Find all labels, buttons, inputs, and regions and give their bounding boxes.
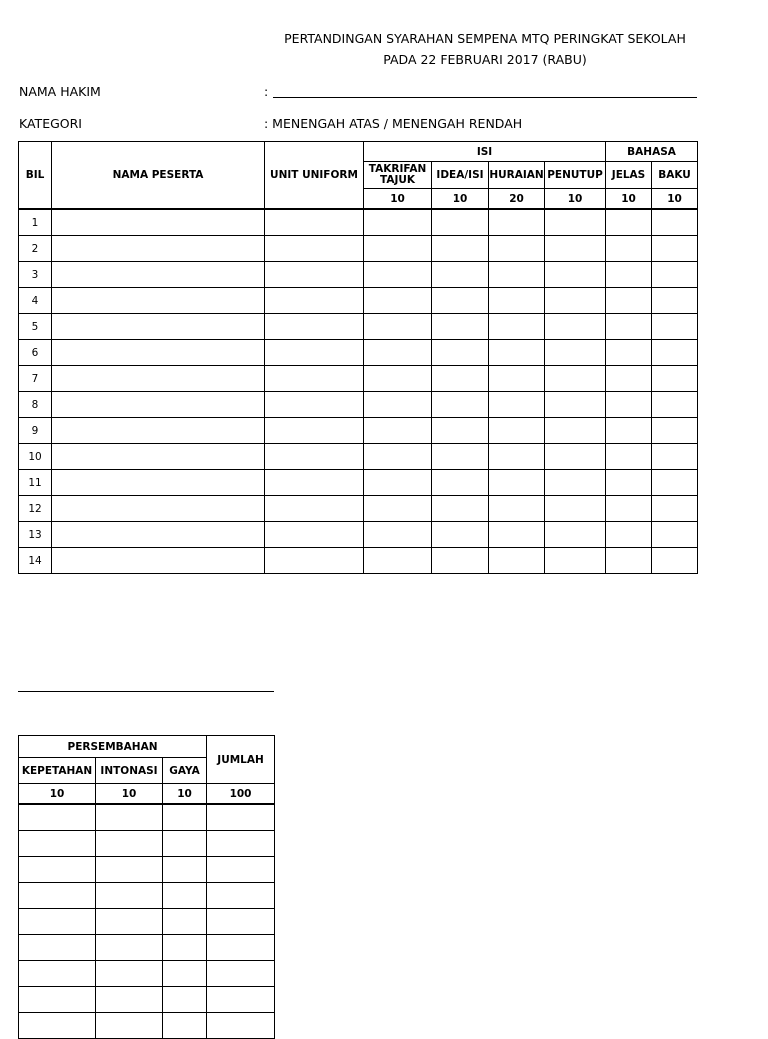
score-cell[interactable] — [207, 1013, 275, 1039]
score-cell[interactable] — [96, 831, 163, 857]
score-cell[interactable] — [545, 340, 606, 366]
score-cell[interactable] — [652, 262, 698, 288]
judge-name-line — [273, 97, 697, 98]
score-cell[interactable] — [19, 987, 96, 1013]
score-cell[interactable] — [19, 857, 96, 883]
col-baku: BAKU — [652, 162, 698, 189]
score-cell[interactable] — [489, 444, 545, 470]
score-cell[interactable] — [163, 961, 207, 987]
col-jumlah: JUMLAH — [207, 736, 275, 784]
score-cell[interactable] — [96, 909, 163, 935]
table-row — [19, 288, 698, 314]
table-row — [19, 548, 698, 574]
score-cell[interactable] — [652, 522, 698, 548]
score-cell[interactable] — [606, 314, 652, 340]
score-cell[interactable] — [432, 236, 489, 262]
score-cell[interactable] — [489, 470, 545, 496]
score-cell[interactable] — [545, 522, 606, 548]
score-cell[interactable] — [163, 831, 207, 857]
score-cell[interactable] — [207, 804, 275, 831]
mark-idea: 10 — [432, 189, 489, 210]
score-cell[interactable] — [364, 262, 432, 288]
score-cell[interactable] — [19, 883, 96, 909]
score-cell[interactable] — [545, 392, 606, 418]
table-row — [19, 366, 698, 392]
form-title-line1: PERTANDINGAN SYARAHAN SEMPENA MTQ PERINGKAT SEKOLAH — [284, 31, 686, 46]
mark-kepetahan: 10 — [19, 784, 96, 805]
score-cell[interactable] — [265, 314, 364, 340]
table-row — [19, 857, 275, 883]
score-cell[interactable] — [364, 340, 432, 366]
score-cell[interactable] — [265, 236, 364, 262]
score-cell[interactable] — [19, 961, 96, 987]
score-cell[interactable] — [489, 236, 545, 262]
table-row — [19, 961, 275, 987]
score-cell[interactable] — [96, 883, 163, 909]
col-jelas: JELAS — [606, 162, 652, 189]
table-row — [19, 935, 275, 961]
table-row — [19, 1013, 275, 1039]
row-number: 5 — [19, 314, 52, 340]
score-cell[interactable] — [52, 236, 265, 262]
score-cell[interactable] — [265, 340, 364, 366]
score-cell[interactable] — [96, 961, 163, 987]
score-cell[interactable] — [652, 209, 698, 236]
score-cell[interactable] — [432, 209, 489, 236]
score-cell[interactable] — [432, 444, 489, 470]
score-cell[interactable] — [652, 470, 698, 496]
score-cell[interactable] — [652, 314, 698, 340]
score-cell[interactable] — [52, 314, 265, 340]
table-row — [19, 883, 275, 909]
score-cell[interactable] — [163, 987, 207, 1013]
mark-huraian: 20 — [489, 189, 545, 210]
row-number: 9 — [19, 418, 52, 444]
score-cell[interactable] — [265, 288, 364, 314]
score-cell[interactable] — [432, 496, 489, 522]
score-cell[interactable] — [265, 392, 364, 418]
score-cell[interactable] — [207, 935, 275, 961]
score-cell[interactable] — [52, 392, 265, 418]
score-cell[interactable] — [96, 804, 163, 831]
score-cell[interactable] — [52, 496, 265, 522]
group-bahasa: BAHASA — [606, 142, 698, 162]
row-number: 11 — [19, 470, 52, 496]
score-cell[interactable] — [265, 444, 364, 470]
row-number: 8 — [19, 392, 52, 418]
score-cell[interactable] — [489, 366, 545, 392]
col-takrifan-tajuk: TAKRIFAN TAJUK — [364, 162, 432, 189]
score-cell[interactable] — [489, 548, 545, 574]
score-cell[interactable] — [163, 909, 207, 935]
row-number: 6 — [19, 340, 52, 366]
score-cell[interactable] — [52, 209, 265, 236]
row-number: 2 — [19, 236, 52, 262]
score-cell[interactable] — [52, 548, 265, 574]
score-cell[interactable] — [432, 470, 489, 496]
score-cell[interactable] — [652, 340, 698, 366]
score-cell[interactable] — [19, 804, 96, 831]
table-row — [19, 831, 275, 857]
score-cell[interactable] — [489, 288, 545, 314]
row-number: 14 — [19, 548, 52, 574]
score-cell[interactable] — [163, 857, 207, 883]
score-cell[interactable] — [432, 262, 489, 288]
score-cell[interactable] — [265, 366, 364, 392]
score-cell[interactable] — [163, 935, 207, 961]
score-cell[interactable] — [52, 522, 265, 548]
score-cell[interactable] — [545, 366, 606, 392]
score-cell[interactable] — [489, 496, 545, 522]
table-row — [19, 496, 698, 522]
col-kepetahan: KEPETAHAN — [19, 758, 96, 784]
score-cell[interactable] — [265, 262, 364, 288]
score-cell[interactable] — [364, 392, 432, 418]
score-cell[interactable] — [265, 470, 364, 496]
score-cell[interactable] — [96, 857, 163, 883]
mark-penutup: 10 — [545, 189, 606, 210]
score-cell[interactable] — [265, 496, 364, 522]
table-row — [19, 209, 698, 236]
score-cell[interactable] — [432, 392, 489, 418]
score-cell[interactable] — [652, 236, 698, 262]
col-idea-isi: IDEA/ISI — [432, 162, 489, 189]
score-cell[interactable] — [19, 831, 96, 857]
score-cell[interactable] — [364, 418, 432, 444]
mark-takrifan: 10 — [364, 189, 432, 210]
score-cell[interactable] — [489, 262, 545, 288]
score-cell[interactable] — [364, 522, 432, 548]
score-cell[interactable] — [606, 548, 652, 574]
score-cell[interactable] — [545, 444, 606, 470]
group-isi: ISI — [364, 142, 606, 162]
score-cell[interactable] — [489, 314, 545, 340]
category-value: : MENENGAH ATAS / MENENGAH RENDAH — [264, 116, 523, 131]
row-number: 3 — [19, 262, 52, 288]
score-cell[interactable] — [432, 548, 489, 574]
row-number: 4 — [19, 288, 52, 314]
score-cell[interactable] — [364, 209, 432, 236]
mark-jumlah: 100 — [207, 784, 275, 805]
score-cell[interactable] — [96, 935, 163, 961]
score-cell[interactable] — [545, 470, 606, 496]
col-intonasi: INTONASI — [96, 758, 163, 784]
score-cell[interactable] — [652, 496, 698, 522]
score-cell[interactable] — [606, 470, 652, 496]
score-cell[interactable] — [489, 418, 545, 444]
score-cell[interactable] — [489, 209, 545, 236]
score-cell[interactable] — [652, 392, 698, 418]
col-penutup: PENUTUP — [545, 162, 606, 189]
col-huraian: HURAIAN — [489, 162, 545, 189]
score-cell[interactable] — [364, 366, 432, 392]
score-cell[interactable] — [606, 444, 652, 470]
score-cell[interactable] — [432, 366, 489, 392]
table-row — [19, 522, 698, 548]
score-cell[interactable] — [545, 548, 606, 574]
score-cell[interactable] — [545, 288, 606, 314]
row-number: 10 — [19, 444, 52, 470]
score-cell[interactable] — [364, 444, 432, 470]
score-cell[interactable] — [163, 883, 207, 909]
row-number: 13 — [19, 522, 52, 548]
score-cell[interactable] — [207, 831, 275, 857]
score-cell[interactable] — [207, 909, 275, 935]
score-cell[interactable] — [207, 883, 275, 909]
col-nama-peserta: NAMA PESERTA — [52, 142, 265, 210]
score-cell[interactable] — [52, 288, 265, 314]
table-row — [19, 340, 698, 366]
score-cell[interactable] — [606, 496, 652, 522]
score-cell[interactable] — [606, 209, 652, 236]
category-label: KATEGORI — [19, 116, 82, 131]
score-cell[interactable] — [364, 548, 432, 574]
score-cell[interactable] — [606, 522, 652, 548]
score-cell[interactable] — [652, 444, 698, 470]
score-cell[interactable] — [432, 314, 489, 340]
score-cell[interactable] — [265, 418, 364, 444]
score-cell[interactable] — [265, 522, 364, 548]
score-cell[interactable] — [52, 340, 265, 366]
row-number: 12 — [19, 496, 52, 522]
score-cell[interactable] — [364, 314, 432, 340]
table-row — [19, 987, 275, 1013]
score-cell[interactable] — [52, 470, 265, 496]
score-table — [18, 141, 698, 574]
mark-jelas: 10 — [606, 189, 652, 210]
table-row — [19, 236, 698, 262]
table-row — [19, 470, 698, 496]
score-cell[interactable] — [545, 262, 606, 288]
score-cell[interactable] — [432, 522, 489, 548]
col-gaya: GAYA — [163, 758, 207, 784]
score-cell[interactable] — [432, 288, 489, 314]
table-row — [19, 804, 275, 831]
mark-gaya: 10 — [163, 784, 207, 805]
mark-baku: 10 — [652, 189, 698, 210]
score-cell[interactable] — [19, 935, 96, 961]
score-cell[interactable] — [265, 548, 364, 574]
score-cell[interactable] — [207, 987, 275, 1013]
score-cell[interactable] — [432, 418, 489, 444]
score-cell[interactable] — [606, 236, 652, 262]
score-cell[interactable] — [364, 470, 432, 496]
score-cell[interactable] — [652, 366, 698, 392]
score-cell[interactable] — [545, 496, 606, 522]
score-cell[interactable] — [545, 209, 606, 236]
score-cell[interactable] — [606, 288, 652, 314]
score-cell[interactable] — [96, 1013, 163, 1039]
row-number: 1 — [19, 209, 52, 236]
score-cell[interactable] — [163, 1013, 207, 1039]
score-cell[interactable] — [19, 1013, 96, 1039]
score-cell[interactable] — [265, 209, 364, 236]
score-cell[interactable] — [606, 340, 652, 366]
score-cell[interactable] — [52, 444, 265, 470]
table-row — [19, 909, 275, 935]
mark-intonasi: 10 — [96, 784, 163, 805]
score-cell[interactable] — [364, 496, 432, 522]
score-cell[interactable] — [207, 857, 275, 883]
signature-line — [18, 691, 274, 692]
score-cell[interactable] — [652, 418, 698, 444]
score-cell[interactable] — [163, 804, 207, 831]
table-row — [19, 444, 698, 470]
score-cell[interactable] — [606, 418, 652, 444]
score-cell[interactable] — [52, 418, 265, 444]
table-row — [19, 314, 698, 340]
col-unit-uniform: UNIT UNIFORM — [265, 142, 364, 210]
score-cell[interactable] — [432, 340, 489, 366]
group-persembahan: PERSEMBAHAN — [19, 736, 207, 758]
score-cell[interactable] — [364, 288, 432, 314]
score-cell[interactable] — [545, 314, 606, 340]
score-cell[interactable] — [489, 392, 545, 418]
score-cell[interactable] — [19, 909, 96, 935]
score-cell[interactable] — [489, 522, 545, 548]
judge-name-colon: : — [264, 84, 269, 99]
score-cell[interactable] — [606, 366, 652, 392]
form-title-line2: PADA 22 FEBRUARI 2017 (RABU) — [383, 52, 587, 67]
persembahan-table — [18, 735, 275, 1039]
score-cell[interactable] — [207, 961, 275, 987]
score-cell[interactable] — [545, 236, 606, 262]
score-cell[interactable] — [652, 288, 698, 314]
score-cell[interactable] — [652, 548, 698, 574]
score-cell[interactable] — [96, 987, 163, 1013]
col-bil: BIL — [19, 142, 52, 210]
score-cell[interactable] — [52, 366, 265, 392]
table-row — [19, 262, 698, 288]
score-cell[interactable] — [52, 262, 265, 288]
judge-name-label: NAMA HAKIM — [19, 84, 101, 99]
score-cell[interactable] — [364, 236, 432, 262]
row-number: 7 — [19, 366, 52, 392]
score-cell[interactable] — [489, 340, 545, 366]
score-cell[interactable] — [606, 262, 652, 288]
score-cell[interactable] — [606, 392, 652, 418]
table-row — [19, 418, 698, 444]
table-row — [19, 392, 698, 418]
score-cell[interactable] — [545, 418, 606, 444]
